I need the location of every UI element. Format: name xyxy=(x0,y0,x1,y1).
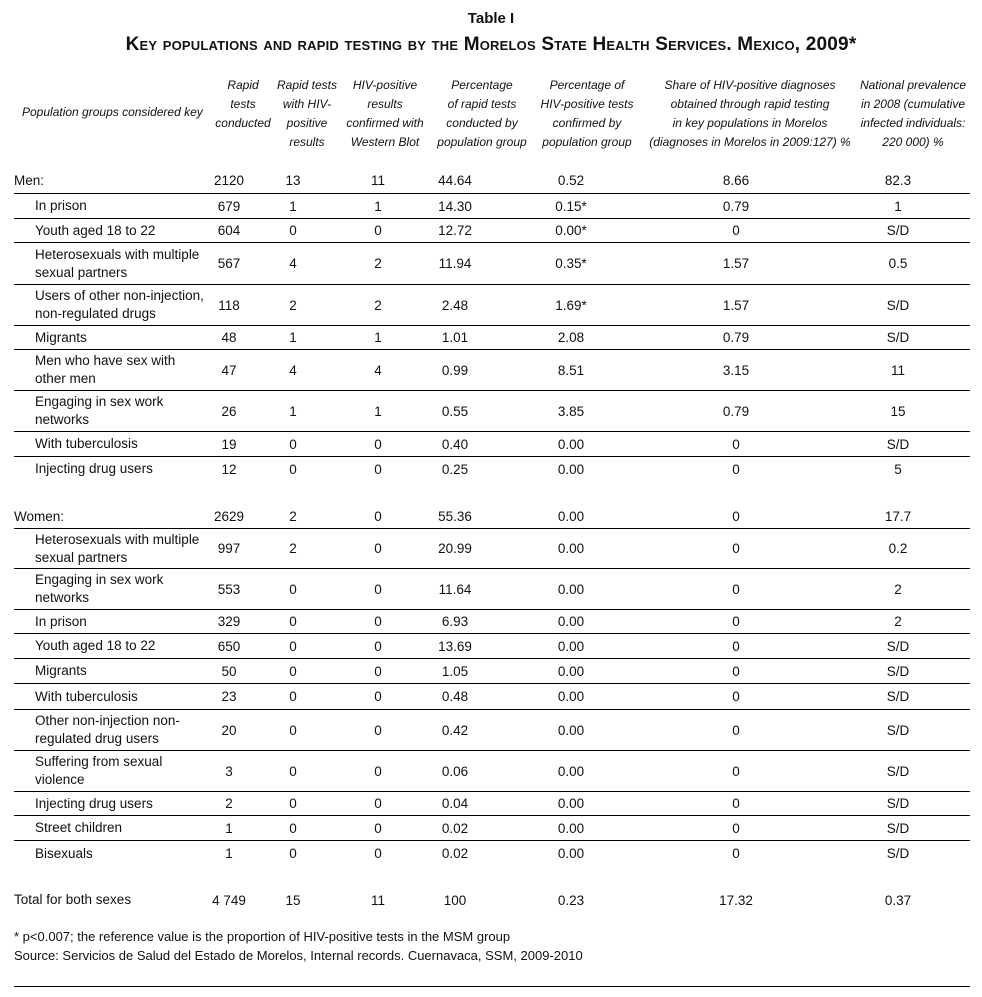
cell-col-3: 1 xyxy=(374,403,382,419)
column-header-3: HIV-positive results confirmed with Western Blot xyxy=(346,78,424,149)
cell-col-5: 0.00 xyxy=(557,581,585,597)
column-header-population: Population groups considered key xyxy=(22,105,203,119)
row-label: Street children xyxy=(35,820,123,835)
footnote-significance: * p<0.007; the reference value is the proportion of HIV-positive tests in the MSM group xyxy=(14,929,511,944)
row-label: Users of other non-injection, non-regulated drugs xyxy=(35,288,204,321)
row-label: Engaging in sex work networks xyxy=(35,394,164,427)
group-row xyxy=(14,168,970,194)
table-row xyxy=(14,529,970,569)
table-row xyxy=(14,710,970,751)
cell-col-6: 0 xyxy=(732,722,740,738)
cell-col-6: 0 xyxy=(732,541,740,556)
row-label: Engaging in sex work networks xyxy=(35,572,164,605)
cell-col-4: 0.25 xyxy=(441,461,469,477)
cell-col-5: 0.00 xyxy=(557,461,585,477)
table-row xyxy=(14,391,970,432)
cell-col-7: S/D xyxy=(886,223,910,238)
cell-col-3: 1 xyxy=(374,330,382,345)
cell-col-6: 0.79 xyxy=(722,403,750,419)
cell-col-2: 0 xyxy=(289,820,297,836)
cell-col-5: 0.35* xyxy=(555,256,587,271)
cell-col-6: 0 xyxy=(732,846,740,861)
column-header-1: Rapid tests conducted xyxy=(215,78,271,130)
column-header-6: Share of HIV-positive diagnoses obtained through rapid testing in key populations in Morelos (diagnoses in Morelos in 2009:127) % xyxy=(649,78,851,149)
cell-col-5: 0.15* xyxy=(555,198,587,214)
cell-col-1: 553 xyxy=(217,581,241,597)
cell-col-1: 679 xyxy=(217,198,241,214)
cell-col-5: 0.00 xyxy=(557,663,585,679)
cell-col-2: 0 xyxy=(289,581,297,597)
table-row xyxy=(14,285,970,326)
cell-col-3: 11 xyxy=(370,173,386,188)
cell-col-2: 1 xyxy=(289,330,297,345)
cell-col-3: 2 xyxy=(374,297,382,313)
table-row xyxy=(14,841,970,866)
cell-col-4: 0.06 xyxy=(441,763,469,779)
cell-col-3: 0 xyxy=(374,541,382,556)
cell-col-3: 0 xyxy=(374,763,382,779)
cell-col-6: 1.57 xyxy=(722,256,750,271)
footnote-source: Source: Servicios de Salud del Estado de Morelos, Internal records. Cuernavaca, SSM, 2009-2010 xyxy=(14,948,583,963)
cell-col-6: 8.66 xyxy=(722,173,750,188)
cell-col-5: 0.00 xyxy=(557,541,585,556)
cell-col-4: 0.40 xyxy=(441,436,469,452)
cell-col-2: 0 xyxy=(289,663,297,679)
cell-col-7: 1 xyxy=(894,198,902,214)
cell-col-6: 0 xyxy=(732,581,740,597)
cell-col-1: 2 xyxy=(225,796,233,811)
cell-col-2: 2 xyxy=(289,541,297,556)
cell-col-2: 1 xyxy=(289,403,297,419)
cell-col-4: 44.64 xyxy=(438,173,472,188)
group-row xyxy=(14,888,970,912)
cell-col-6: 0 xyxy=(732,663,740,679)
cell-col-2: 0 xyxy=(289,846,297,861)
cell-col-2: 0 xyxy=(289,763,297,779)
cell-col-4: 12.72 xyxy=(438,223,472,238)
cell-col-5: 0.52 xyxy=(557,173,585,188)
cell-col-4: 0.04 xyxy=(441,796,469,811)
cell-col-2: 0 xyxy=(289,223,297,238)
cell-col-2: 13 xyxy=(285,173,301,188)
cell-col-3: 0 xyxy=(374,436,382,452)
column-header-5: Percentage of HIV-positive tests confirmed by population group xyxy=(540,78,634,149)
row-label: Women: xyxy=(14,508,65,524)
row-label: Men who have sex with other men xyxy=(35,353,176,386)
cell-col-2: 4 xyxy=(289,256,297,271)
column-header-4: Percentage of rapid tests conducted by population group xyxy=(437,78,527,149)
table-row xyxy=(14,684,970,710)
cell-col-4: 1.01 xyxy=(441,330,469,345)
cell-col-1: 50 xyxy=(221,663,237,679)
cell-col-6: 0 xyxy=(732,461,740,477)
cell-col-5: 0.00 xyxy=(557,796,585,811)
cell-col-7: S/D xyxy=(886,689,910,704)
cell-col-3: 0 xyxy=(374,820,382,836)
table-row xyxy=(14,610,970,634)
cell-col-5: 1.69* xyxy=(555,297,587,313)
column-header-2: Rapid tests with HIV- positive results xyxy=(276,78,338,149)
cell-col-5: 0.00 xyxy=(557,722,585,738)
cell-col-1: 26 xyxy=(221,403,237,419)
cell-col-3: 4 xyxy=(374,362,382,378)
cell-col-7: S/D xyxy=(886,330,910,345)
cell-col-5: 3.85 xyxy=(557,403,585,419)
cell-col-4: 0.02 xyxy=(441,820,469,836)
cell-col-5: 0.00 xyxy=(557,614,585,629)
row-label: Youth aged 18 to 22 xyxy=(35,638,156,653)
group-row xyxy=(14,505,970,529)
row-label: In prison xyxy=(35,198,87,213)
cell-col-2: 4 xyxy=(289,362,297,378)
cell-col-3: 0 xyxy=(374,663,382,679)
cell-col-3: 0 xyxy=(374,581,382,597)
cell-col-3: 0 xyxy=(374,722,382,738)
cell-col-4: 100 xyxy=(443,892,467,908)
table-number: Table I xyxy=(467,10,515,27)
cell-col-5: 0.00 xyxy=(557,820,585,836)
cell-col-1: 3 xyxy=(225,763,233,779)
row-label: Men: xyxy=(14,172,45,188)
row-label: Suffering from sexual violence xyxy=(35,754,163,787)
cell-col-4: 0.42 xyxy=(441,722,469,738)
row-label: Injecting drug users xyxy=(35,461,153,476)
row-label: Total for both sexes xyxy=(14,892,132,907)
table-row xyxy=(14,432,970,457)
cell-col-5: 0.00* xyxy=(555,223,587,238)
cell-col-3: 0 xyxy=(374,509,382,524)
cell-col-7: 15 xyxy=(890,403,906,419)
cell-col-1: 20 xyxy=(221,722,237,738)
row-label: Bisexuals xyxy=(35,845,93,861)
cell-col-7: 2 xyxy=(894,581,902,597)
bottom-rule xyxy=(14,986,970,987)
cell-col-7: 5 xyxy=(894,461,902,477)
table-row xyxy=(14,350,970,391)
cell-col-4: 11.64 xyxy=(438,581,472,597)
column-header-7: National prevalence in 2008 (cumulative infected individuals: 220 000) % xyxy=(859,78,967,149)
cell-col-4: 0.02 xyxy=(441,846,469,861)
cell-col-5: 0.23 xyxy=(557,892,585,908)
cell-col-2: 0 xyxy=(289,722,297,738)
cell-col-6: 0 xyxy=(732,638,740,654)
table-row xyxy=(14,751,970,792)
cell-col-6: 0 xyxy=(732,509,740,524)
cell-col-6: 1.57 xyxy=(722,297,750,313)
cell-col-4: 2.48 xyxy=(441,297,469,313)
cell-col-7: 11 xyxy=(890,362,906,378)
cell-col-5: 0.00 xyxy=(557,509,585,524)
cell-col-6: 0.79 xyxy=(722,198,750,214)
cell-col-7: S/D xyxy=(886,820,910,836)
cell-col-2: 0 xyxy=(289,689,297,704)
table-row xyxy=(14,457,970,481)
cell-col-3: 1 xyxy=(374,198,382,214)
cell-col-5: 0.00 xyxy=(557,436,585,452)
cell-col-2: 0 xyxy=(289,436,297,452)
table-row xyxy=(14,792,970,816)
cell-col-1: 118 xyxy=(218,297,240,313)
cell-col-1: 4 749 xyxy=(212,892,246,908)
row-label: Other non-injection non- regulated drug users xyxy=(35,713,180,746)
cell-col-5: 0.00 xyxy=(557,638,585,654)
row-label: In prison xyxy=(35,613,87,629)
cell-col-7: 17.7 xyxy=(884,509,912,524)
cell-col-6: 17.32 xyxy=(719,892,753,908)
cell-col-1: 19 xyxy=(221,436,237,452)
cell-col-1: 2120 xyxy=(213,173,245,188)
cell-col-5: 2.08 xyxy=(557,330,585,345)
cell-col-2: 1 xyxy=(289,198,297,214)
cell-col-4: 0.48 xyxy=(441,689,469,704)
cell-col-1: 23 xyxy=(221,689,237,704)
cell-col-4: 13.69 xyxy=(438,638,472,654)
cell-col-2: 15 xyxy=(285,892,301,908)
cell-col-4: 55.36 xyxy=(438,509,472,524)
cell-col-1: 329 xyxy=(217,614,241,629)
cell-col-7: S/D xyxy=(886,663,910,679)
cell-col-7: S/D xyxy=(886,796,910,811)
cell-col-1: 1 xyxy=(225,820,233,836)
cell-col-7: S/D xyxy=(886,763,910,779)
cell-col-3: 2 xyxy=(374,256,382,271)
cell-col-1: 997 xyxy=(217,541,241,556)
cell-col-6: 0 xyxy=(732,223,740,238)
table-row xyxy=(14,326,970,350)
cell-col-6: 0 xyxy=(732,796,740,811)
cell-col-6: 0 xyxy=(732,614,740,629)
cell-col-3: 0 xyxy=(374,461,382,477)
cell-col-1: 47 xyxy=(221,362,237,378)
row-label: Migrants xyxy=(35,329,87,345)
cell-col-1: 567 xyxy=(217,256,241,271)
cell-col-7: S/D xyxy=(886,722,910,738)
table-row xyxy=(14,634,970,659)
table-row xyxy=(14,219,970,243)
cell-col-3: 0 xyxy=(374,796,382,811)
cell-col-7: S/D xyxy=(886,638,910,654)
row-label: Injecting drug users xyxy=(35,795,153,811)
cell-col-6: 0 xyxy=(732,763,740,779)
cell-col-1: 1 xyxy=(225,846,233,861)
row-label: Migrants xyxy=(35,663,87,678)
cell-col-3: 0 xyxy=(374,614,382,629)
cell-col-2: 0 xyxy=(289,461,297,477)
cell-col-7: S/D xyxy=(886,436,910,452)
cell-col-6: 0 xyxy=(732,436,740,452)
cell-col-1: 2629 xyxy=(213,509,245,524)
cell-col-2: 0 xyxy=(289,638,297,654)
cell-col-4: 1.05 xyxy=(441,663,469,679)
cell-col-1: 650 xyxy=(217,638,241,654)
cell-col-2: 2 xyxy=(289,509,297,524)
table-row xyxy=(14,659,970,684)
cell-col-5: 0.00 xyxy=(557,689,585,704)
row-label: With tuberculosis xyxy=(35,688,138,704)
cell-col-2: 0 xyxy=(289,614,297,629)
cell-col-7: S/D xyxy=(886,297,910,313)
cell-col-3: 11 xyxy=(370,892,386,908)
cell-col-7: 0.5 xyxy=(888,256,908,271)
cell-col-5: 0.00 xyxy=(557,763,585,779)
cell-col-1: 48 xyxy=(221,330,237,345)
cell-col-3: 0 xyxy=(374,638,382,654)
cell-col-7: 0.37 xyxy=(884,892,912,908)
cell-col-7: 0.2 xyxy=(888,541,908,556)
table-row xyxy=(14,194,970,219)
cell-col-4: 0.55 xyxy=(441,403,469,419)
row-label: Heterosexuals with multiple sexual partners xyxy=(35,531,200,565)
cell-col-4: 0.99 xyxy=(441,362,469,378)
cell-col-6: 0 xyxy=(732,689,740,704)
cell-col-4: 11.94 xyxy=(438,256,472,271)
row-label: With tuberculosis xyxy=(35,436,138,451)
row-label: Youth aged 18 to 22 xyxy=(35,222,156,238)
table-row xyxy=(14,569,970,610)
cell-col-3: 0 xyxy=(374,846,382,861)
cell-col-1: 604 xyxy=(217,223,241,238)
cell-col-1: 12 xyxy=(221,461,237,477)
cell-col-3: 0 xyxy=(374,223,382,238)
table-row xyxy=(14,243,970,285)
cell-col-6: 3.15 xyxy=(722,362,750,378)
cell-col-7: 2 xyxy=(894,614,902,629)
table-title: Key populations and rapid testing by the Morelos State Health Services. Mexico, 2009* xyxy=(125,34,857,55)
cell-col-6: 0.79 xyxy=(722,330,750,345)
cell-col-7: 82.3 xyxy=(884,173,912,188)
cell-col-7: S/D xyxy=(886,846,910,861)
table-row xyxy=(14,816,970,841)
cell-col-4: 14.30 xyxy=(438,198,472,214)
row-label: Heterosexuals with multiple sexual partners xyxy=(35,246,200,280)
cell-col-5: 8.51 xyxy=(557,362,585,378)
cell-col-4: 20.99 xyxy=(438,541,472,556)
cell-col-4: 6.93 xyxy=(441,614,469,629)
cell-col-5: 0.00 xyxy=(557,846,585,861)
cell-col-2: 2 xyxy=(289,297,297,313)
cell-col-6: 0 xyxy=(732,820,740,836)
cell-col-3: 0 xyxy=(374,689,382,704)
cell-col-2: 0 xyxy=(289,796,297,811)
